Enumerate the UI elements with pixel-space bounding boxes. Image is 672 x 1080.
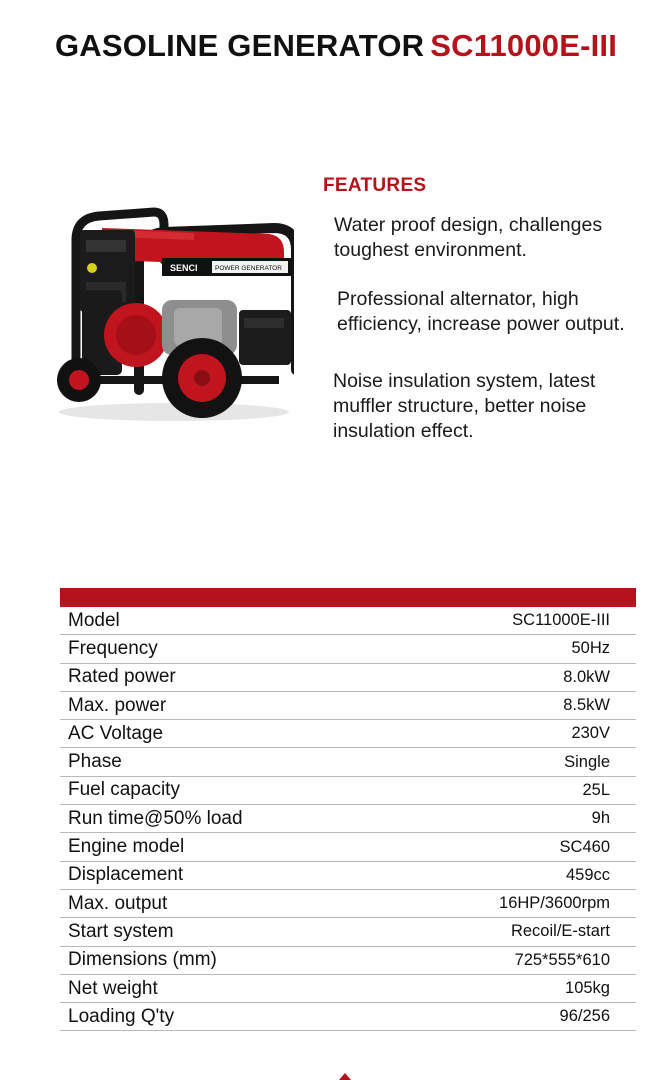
spec-value: 96/256 bbox=[389, 1003, 636, 1031]
spec-label: Max. output bbox=[60, 889, 389, 917]
feature-item: Professional alternator, high efficiency, increase power output. bbox=[337, 288, 625, 335]
spec-value: Recoil/E-start bbox=[389, 918, 636, 946]
spec-row bbox=[60, 861, 636, 889]
feature-item: Water proof design, challenges toughest environment. bbox=[334, 214, 603, 261]
spec-row bbox=[60, 607, 636, 635]
bottom-triangle-marker bbox=[339, 1073, 351, 1080]
spec-row bbox=[60, 833, 636, 861]
title-model: SC11000E-III bbox=[430, 28, 618, 63]
title-text: GASOLINE GENERATOR bbox=[54, 28, 425, 63]
page-title bbox=[0, 28, 672, 64]
spec-value: Single bbox=[389, 748, 636, 776]
spec-label: Phase bbox=[60, 748, 389, 776]
panel-label: POWER GENERATOR bbox=[215, 265, 282, 272]
spec-value: 230V bbox=[389, 720, 636, 748]
spec-value: 459cc bbox=[389, 861, 636, 889]
spec-value: 16HP/3600rpm bbox=[389, 889, 636, 917]
spec-table bbox=[60, 607, 636, 1031]
spec-table-header-bar bbox=[60, 588, 636, 607]
spec-row bbox=[60, 776, 636, 804]
spec-label: Dimensions (mm) bbox=[60, 946, 389, 974]
spec-label: Frequency bbox=[60, 635, 389, 663]
spec-row bbox=[60, 1003, 636, 1031]
spec-row bbox=[60, 889, 636, 917]
spec-value: 8.0kW bbox=[389, 663, 636, 691]
generator-image bbox=[44, 200, 294, 425]
spec-label: Displacement bbox=[60, 861, 389, 889]
spec-value: 725*555*610 bbox=[389, 946, 636, 974]
spec-row bbox=[60, 635, 636, 663]
brand-label: SENCI bbox=[170, 263, 198, 273]
feature-item: Noise insulation system, latest muffler structure, better noise insulation effect. bbox=[333, 370, 596, 442]
spec-row bbox=[60, 946, 636, 974]
spec-label: AC Voltage bbox=[60, 720, 389, 748]
spec-label: Loading Q'ty bbox=[60, 1003, 389, 1031]
spec-value: SC11000E-III bbox=[389, 607, 636, 635]
spec-value: 9h bbox=[389, 805, 636, 833]
spec-row bbox=[60, 663, 636, 691]
spec-value: 8.5kW bbox=[389, 691, 636, 719]
spec-label: Model bbox=[60, 607, 389, 635]
spec-label: Fuel capacity bbox=[60, 776, 389, 804]
spec-row bbox=[60, 918, 636, 946]
spec-row bbox=[60, 974, 636, 1002]
spec-row bbox=[60, 691, 636, 719]
spec-row bbox=[60, 720, 636, 748]
spec-label: Rated power bbox=[60, 663, 389, 691]
spec-label: Net weight bbox=[60, 974, 389, 1002]
spec-label: Start system bbox=[60, 918, 389, 946]
spec-row bbox=[60, 805, 636, 833]
spec-value: SC460 bbox=[389, 833, 636, 861]
spec-value: 50Hz bbox=[389, 635, 636, 663]
spec-label: Max. power bbox=[60, 691, 389, 719]
spec-value: 105kg bbox=[389, 974, 636, 1002]
features-heading: FEATURES bbox=[323, 175, 427, 196]
spec-value: 25L bbox=[389, 776, 636, 804]
spec-row bbox=[60, 748, 636, 776]
spec-label: Run time@50% load bbox=[60, 805, 389, 833]
spec-label: Engine model bbox=[60, 833, 389, 861]
